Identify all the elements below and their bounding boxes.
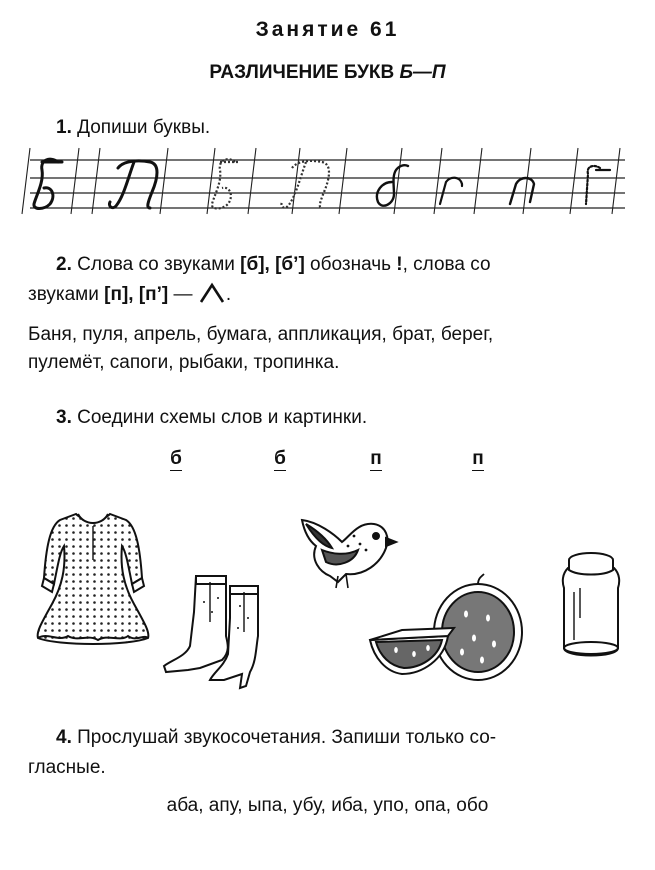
- lesson-title: Занятие 61: [255, 18, 400, 41]
- task-4-text-line1: Прослушай звукосочетания. Запиши только со-: [77, 727, 497, 748]
- dress-picture: [28, 508, 158, 648]
- jar-picture: [558, 548, 628, 663]
- task-3-text: Соедини схемы слов и картинки.: [77, 407, 368, 428]
- cursive-letter-p-sample: [109, 161, 157, 208]
- task-2-instruction-line2: [28, 280, 231, 310]
- traced-letter-p-outline: [281, 161, 329, 208]
- task-1-text: Допиши буквы.: [77, 117, 211, 138]
- task-4-number: 4.: [56, 727, 72, 748]
- task-2-line2-start: звуками: [28, 284, 105, 305]
- task-4-instruction-line2: гласные.: [28, 757, 106, 778]
- task-2-line2-end: —: [168, 284, 198, 305]
- word-scheme-4: п: [472, 448, 484, 469]
- task-2-instruction: [56, 250, 636, 280]
- task-1-number: 1.: [56, 117, 72, 138]
- task-2-text-part3: , слова со: [402, 254, 491, 275]
- task-2-words-line1: Баня, пуля, апрель, бумага, аппликация, брат, берег,: [28, 324, 494, 345]
- subtitle-letters: Б—П: [399, 62, 446, 83]
- task-2-words-line2: пулемёт, сапоги, рыбаки, тропинка.: [28, 352, 340, 373]
- task-2-number: 2.: [56, 254, 72, 275]
- handwriting-practice-lines: [0, 148, 655, 218]
- exclamation-mark: !: [396, 254, 403, 275]
- task-3-instruction: [56, 403, 367, 433]
- task-4-syllables: аба, апу, ыпа, убу, иба, упо, опа, обо: [166, 795, 489, 816]
- task-3-number: 3.: [56, 407, 72, 428]
- partial-letter-p-lowercase-2: [510, 178, 534, 204]
- traced-letter-b-outline: [212, 159, 238, 208]
- task-1-instruction: [56, 113, 210, 143]
- partial-letter-b-lowercase: [377, 165, 408, 205]
- sound-p-marker: [п], [п’]: [104, 284, 169, 305]
- boots-picture: [160, 572, 270, 692]
- lesson-subtitle: [0, 62, 655, 84]
- partial-letter-b-lowercase-2: [586, 166, 610, 204]
- sound-b-marker: [б], [б’]: [240, 254, 305, 275]
- task-2-text-part2: обозначь: [304, 254, 397, 275]
- partial-letter-p-lowercase: [440, 178, 462, 204]
- word-scheme-3: п: [370, 448, 382, 469]
- subtitle-text: РАЗЛИЧЕНИЕ БУКВ: [209, 62, 400, 83]
- task-2-text-part1: Слова со звуками: [77, 254, 241, 275]
- task-2-line2-period: .: [225, 284, 232, 305]
- task-4-instruction: [56, 723, 636, 753]
- word-scheme-2: б: [274, 448, 286, 469]
- caret-mark-icon: [198, 282, 226, 304]
- word-scheme-1: б: [170, 448, 182, 469]
- cursive-letter-b-sample: [34, 159, 62, 208]
- watermelon-picture: [366, 574, 526, 684]
